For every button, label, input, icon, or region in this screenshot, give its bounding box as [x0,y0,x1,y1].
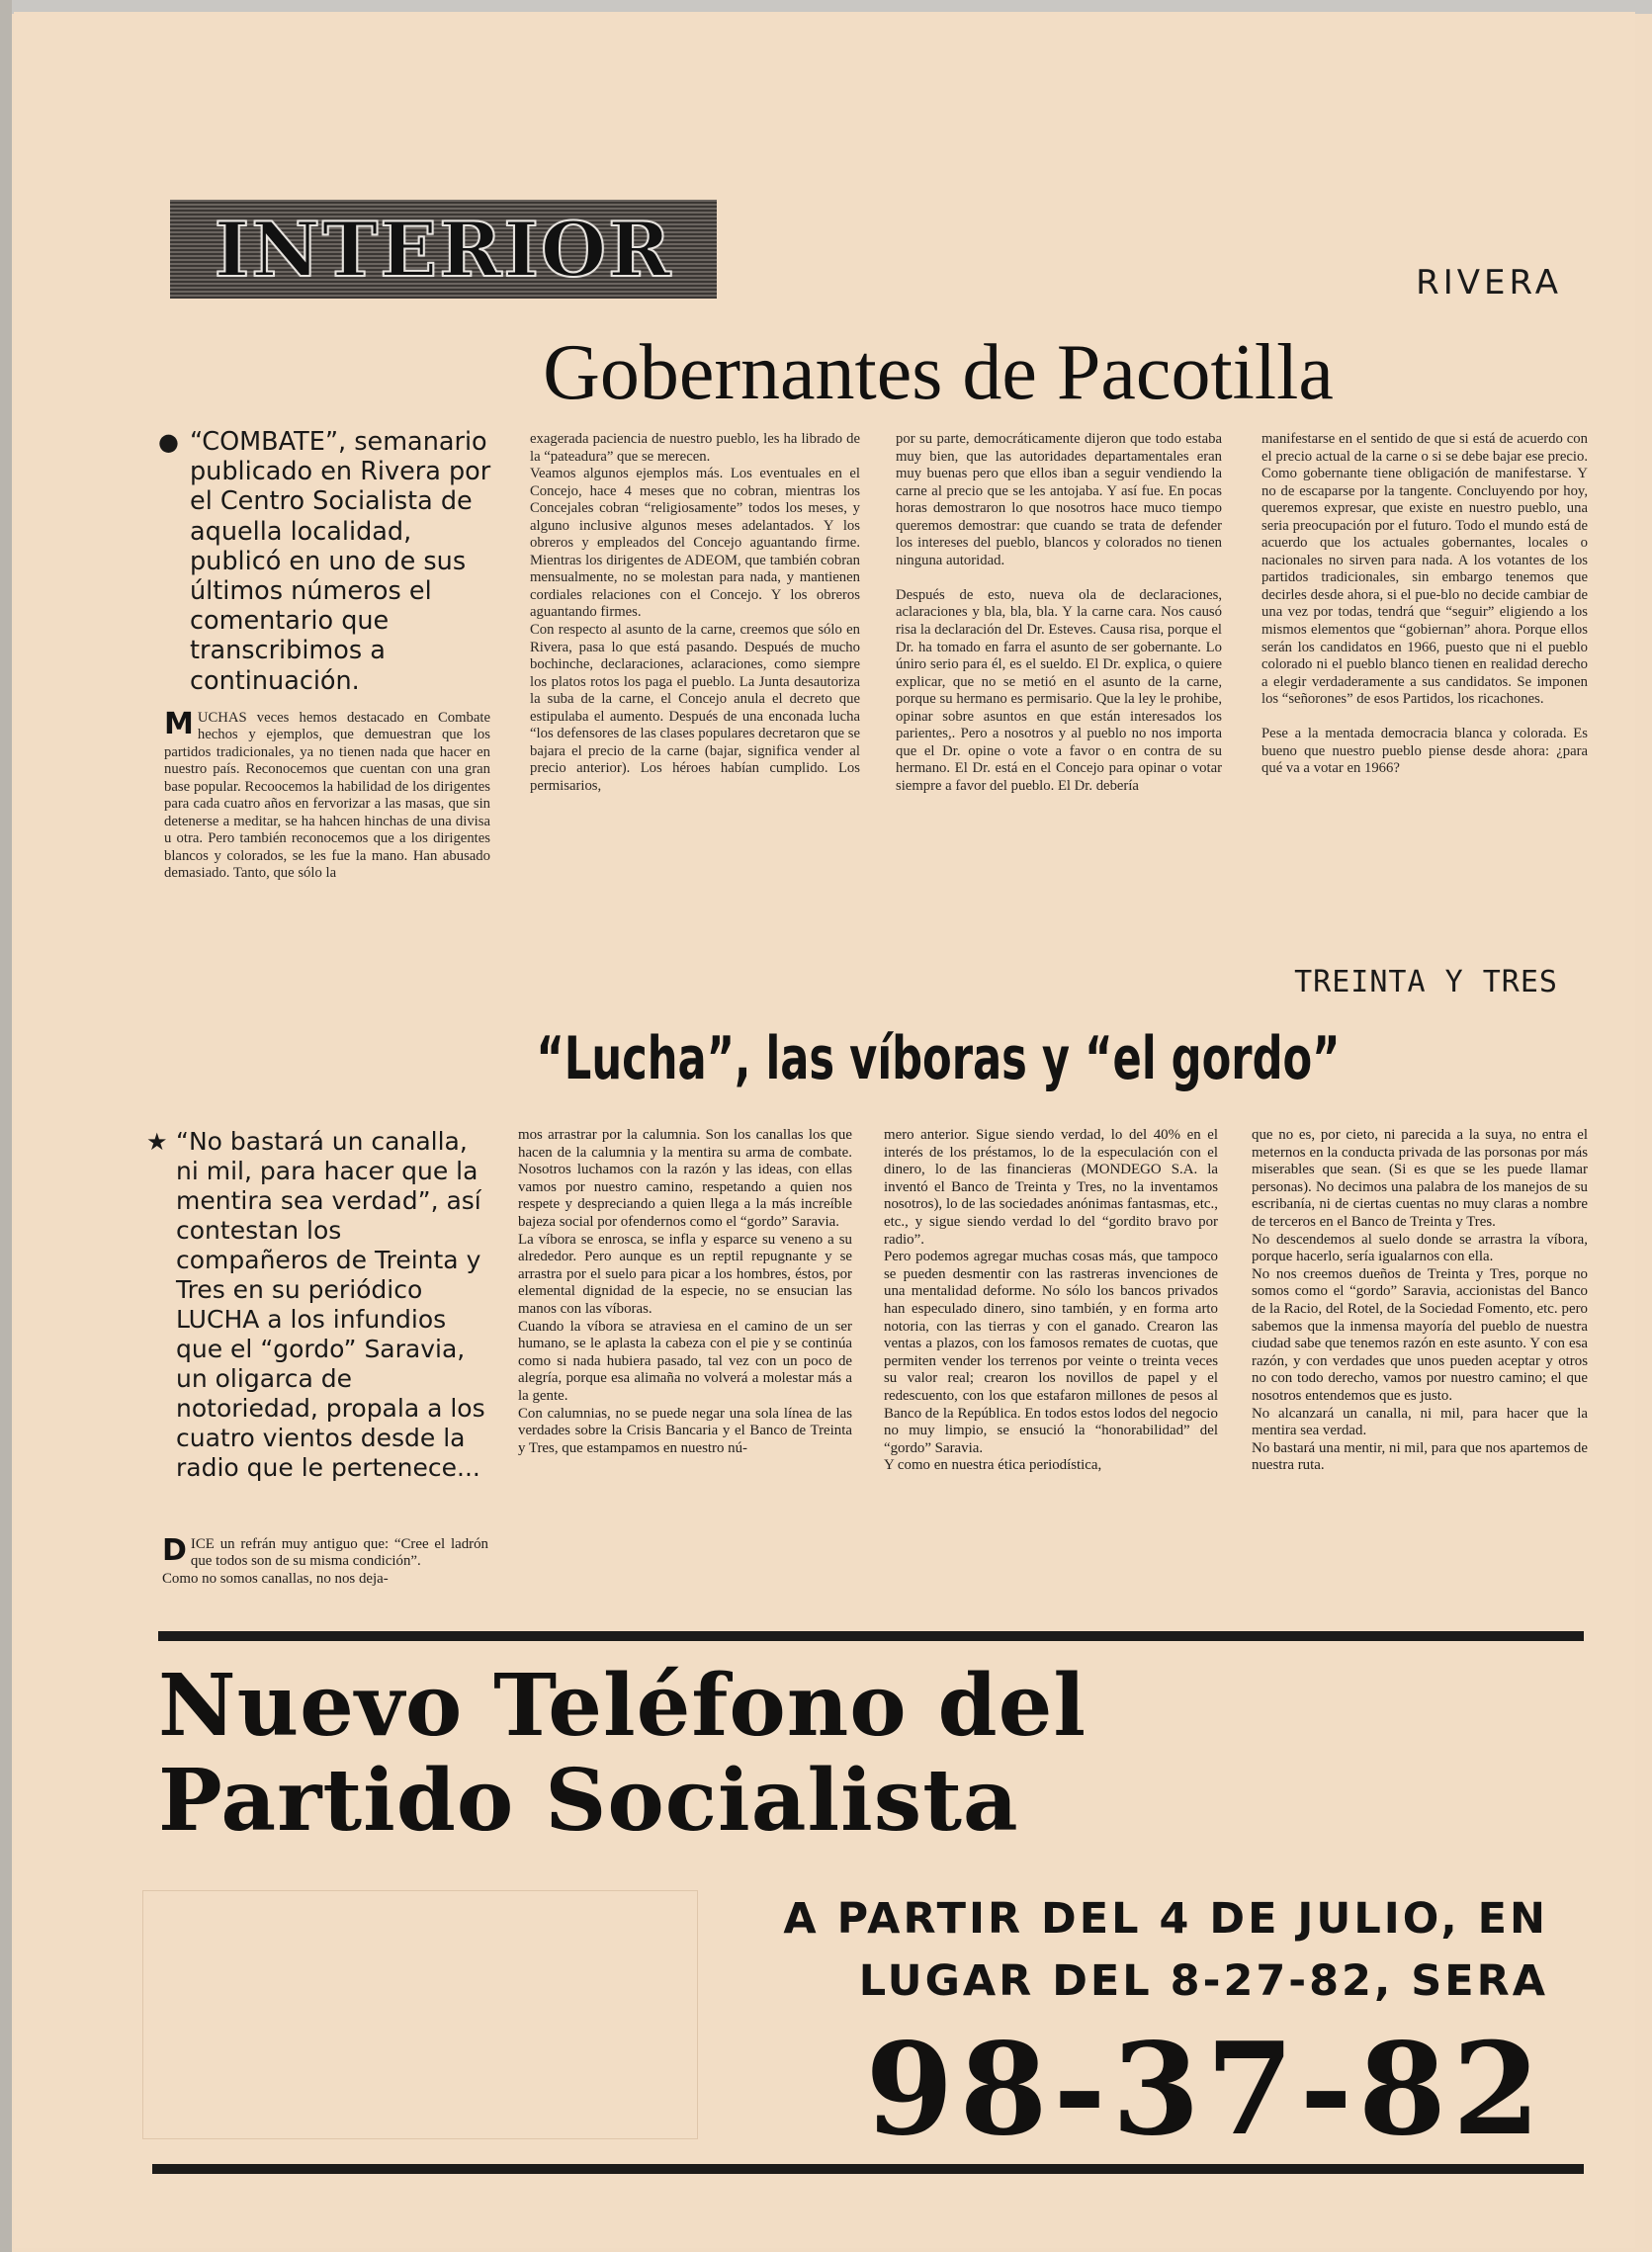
article2-col4: que no es, por cieto, ni parecida a la suya, no entra el meternos en la conducta privada de las porsonas por más miserables que sean. (Si es que se les puede llamar personas). No decimos una palabra de los manejos de su escribanía, ni de ciertas cuentas no muy claras a nombre de terceros en el Banco de Treinta y Tres. No descendemos al suelo donde se arrastra la víbora, porque hacerlo, sería igualarnos con ella. No nos creemos dueños de Treinta y Tres, porque no somos como el “gordo” Saravia, accionistas del Banco de la Racio, del Rotel, de la Sociedad Fomento, etc. pero sabemos que la inmensa mayoría del pueblo de nuestra ciudad sabe que tenemos razón en este asunto. Y con esa razón, y con verdades que unos pueden aceptar y otros no con todo derecho, vamos por nuestro camino; el que nosotros entendemos que es justo. No alcanzará un canalla, ni mil, para hacer que la mentira sea verdad. No bastará una mentir, ni mil, para que nos apartemos de nuestra ruta. [1252,1127,1588,1474]
article1-col2: exagerada paciencia de nuestro pueblo, les ha librado de la “pateadura” que se merecen. Veamos algunos ejemplos más. Los eventuales en el Concejo, hace 4 meses que no cobran, mientras los Concejales cobran “religiosamente” todos los meses, y alguno inclusive algunos meses adelantados. Y los obreros y empleados del Concejo aguantando firme. Mientras los dirigentes de ADEOM, que también cobran mensualmente, no se molestan para nada, y mantienen cordiales relaciones con el Concejo. Y los obreros aguantando firmes. Con respecto al asunto de la carne, creemos que sólo en Rivera, pasa lo que está pasando. Después de mucho bochinche, declaraciones, aclaraciones, como siempre los platos rotos los paga el pueblo. La Junta desautoriza la suba de la carne, el Concejo anula el decreto que estipulaba el aumento. Después de una enconada lucha “los defensores de las clases populares decretaron que se bajara el precio de la carne (bajar, significa vender al precio anterior). Los héroes habían cumplido. Los permisarios, [530,431,860,794]
ad-title-line1: Nuevo Teléfono del [158,1656,1087,1756]
location-treinta-y-tres: TREINTA Y TRES [1294,965,1558,999]
article1-col1-text: UCHAS veces hemos destacado en Combate hechos y ejemplos, que demuestran que los partidos tradicionales, ya no tienen nada que hacer en nuestro país. Reconocemos que cuentan con una gran base popular. Recoocemos la habilidad de los dirigentes para cada cuatro años en fervorizar a las masas, que sin detenerse a meditar, se ha hahcen hinchas de una divisa u otra. Pero también reconocemos que a los dirigentes blancos y colorados, se les fue la mano. Han abusado demasiado. Tanto, que sólo la [164,709,490,882]
article2-col1-text: ICE un refrán muy antiguo que: “Cree el ladrón que todos son de su misma condición”. Como no somos canallas, no nos deja- [162,1535,488,1587]
article1-col4: manifestarse en el sentido de que si está de acuerdo con el precio actual de la carne o si se debe bajar ese precio. Como gobernante tiene obligación de manifestarse. Y no de escaparse por la tangente. Concluyendo por hoy, queremos expresar, que existe en nuestro pueblo, una seria preocupación por el futuro. Todo el mundo está de acuerdo que los actuales gobernantes, locales o nacionales no sirven para nada. A los votantes de los partidos tradicionales, sin embargo tenemos que decirles desde ahora, si el pue-blo no decide cambiar de una vez por todas, tendrá que “seguir” eligiendo a los mismos elementos que “gobiernan” ahora. Porque ellos serán los candidatos en 1966, puesto que ni el pueblo colorado ni el pueblo blanco tienen en realidad derecho a elegir verdaderamente a sus candidatos. Se imponen los “señorones” de esos Partidos, los ricachones. Pese a la mentada democracia blanca y colorada. Es bueno que nuestro pueblo piense desde ahora: ¿para qué va a votar en 1966? [1261,431,1588,777]
article2-col1 [162,1518,488,1588]
section-label-text: INTERIOR [214,205,673,294]
page-edge-left [0,0,12,2252]
bullet-icon: ● [158,428,179,456]
ad-title [158,1656,1473,1851]
star-icon: ★ [146,1128,168,1156]
article2-intro [146,1127,492,1483]
article1-intro [158,427,496,696]
article2-col3: mero anterior. Sigue siendo verdad, lo del 40% en el interés de los préstamos, lo de la especulación con el dinero, lo de las financieras (MONDEGO S.A. la inventó el Banco de Treinta y Tres, no la inventamos nosotros), lo de las sociedades anónimas fantasmas, etc., etc., y sigue siendo verdad lo del “gordito bravo por radio”. Pero podemos agregar muchas cosas más, que tampoco se pueden desmentir con las rastreras invenciones de una mentalidad deforme. No sólo los bancos privados han especulado dinero, sino también, y en forma arto notoria, con las tierras y con el ganado. Crearon las ventas a plazos, con los famosos remates de cuotas, que permiten vender los terrenos por veinte o treinta veces su valor real; crearon los novillos de papel y el redescuento, con los que estafaron millones de pesos al Banco de la República. En todos estos lodos del negocio no muy limpio, se ensució la “honorabilidad” del “gordo” Saravia. Y como en nuestra ética periodística, [884,1127,1218,1474]
article1-headline: Gobernantes de Pacotilla [543,329,1334,416]
article1-col3: por su parte, democráticamente dijeron que todo estaba muy bien, que las autoridades departamentales eran muy buenas pero que ellos iban a seguir vendiendo la carne al precio que se les antojaba. Y así fue. En pocas horas demostraron lo que nosotros hace muco tiempo queremos demostrar: que cuando se trata de defender los intereses del pueblo, blancos y colorados no tienen ninguna autoridad. Después de esto, nueva ola de declaraciones, aclaraciones y bla, bla, bla. Y la carne cara. Nos causó risa la declaración del Dr. Esteves. Causa risa, porque el Dr. ha tomado en farra el asunto de ser gobernante. Lo úniro serio para él, es el sueldo. El Dr. explica, o quiere explicar, que no se metió en el asunto de la carne, porque su hermano es permisario. Que la ley le prohibe, opinar sobre asuntos en que están interesados los parientes,. Pero a nosotros y al pueblo no nos importa que el Dr. opine o vote a favor o en contra de su hermano. El Dr. está en el Concejo para opinar o votar siempre a favor del pueblo. El Dr. debería [896,431,1222,794]
article1-intro-text: “COMBATE”, semanario publicado en Rivera por el Centro Socialista de aquella localidad, publicó en uno de sus últimos números el comentario que transcribimos a continuación. [190,427,491,696]
ad-title-line2: Partido Socialista [158,1751,1019,1851]
article1-dropcap: M [164,706,194,741]
ad-subtitle [783,1888,1548,2013]
section-label [170,200,717,299]
ad-subtitle-line2: LUGAR DEL 8-27-82, SERA [858,1956,1548,2006]
article2-intro-text: “No bastará un canalla, ni mil, para hacer que la mentira sea verdad”, así contestan los compañeros de Treinta y Tres en su periódico LUCHA a los infundios que el “gordo” Saravia, un oligarca de notoriedad, propala a los cuatro vientos desde la radio que le pertenece... [176,1127,485,1482]
location-rivera: RIVERA [1416,263,1562,303]
newspaper-page [14,12,1635,2248]
article2-headline: “Lucha”, las víboras y “el gordo” [536,1024,1341,1093]
ad-phone-number: 98-37-82 [865,2016,1546,2164]
article2-col2: mos arrastrar por la calumnia. Son los canallas los que hacen de la calumnia y la mentira su arma de combate. Nosotros luchamos con la razón y las ideas, con ellas vamos por nuestro camino, respetando a quien nos respete y despreciando a quien llega a la más increíble bajeza social por ofendernos como el “gordo” Saravia. La víbora se enrosca, se infla y esparce su veneno a su alrededor. Pero aunque es un reptil repugnante y se arrastra por el suelo para picar a los hombres, éstos, por elemental dignidad de la especie, no se ensucian las manos con las víboras. Cuando la víbora se atraviesa en el camino de un ser humano, se le aplasta la cabeza con el pie y se continúa como si nada hubiera pasado, tal vez con un poco de alegría, porque esa alimaña no volverá a molestar más a la gente. Con calumnias, no se puede negar una sola línea de las verdades sobre la Crisis Bancaria y el Banco de Treinta y Tres, que estampamos en nuestro nú- [518,1127,852,1456]
ad-bottom-rule [152,2164,1584,2174]
ad-top-rule [158,1631,1584,1641]
ad-subtitle-line1: A PARTIR DEL 4 DE JULIO, EN [783,1894,1548,1944]
article1-col1 [164,692,490,883]
show-through-box [142,1890,698,2139]
article2-dropcap: D [162,1532,187,1568]
